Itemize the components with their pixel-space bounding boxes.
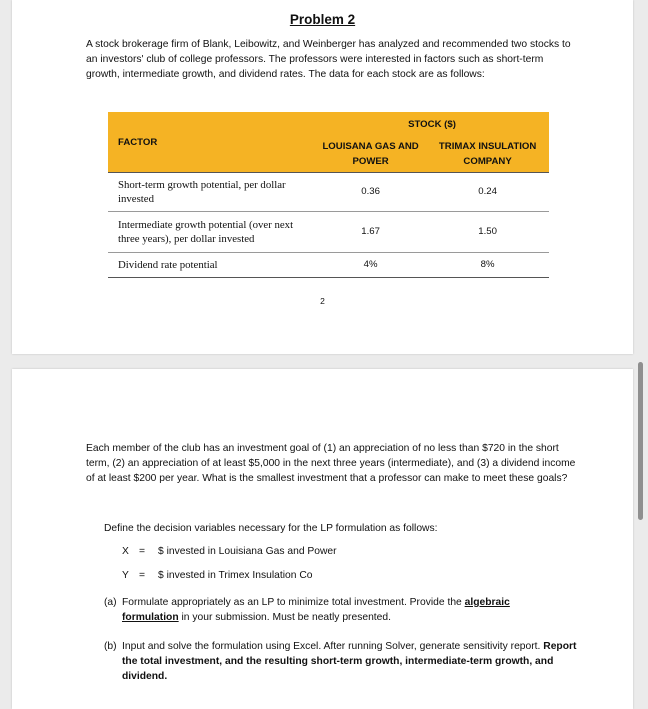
value-cell: 0.24 — [426, 173, 549, 212]
value-cell: 1.67 — [315, 212, 426, 253]
page-number: 2 — [320, 296, 325, 306]
question-b-text-part1: Input and solve the formulation using Excel. After running Solver, generate sensitivity report. — [122, 641, 544, 652]
table-row — [108, 173, 549, 212]
variable-description: $ invested in Louisiana Gas and Power — [158, 546, 337, 557]
page-title: Problem 2 — [289, 12, 356, 27]
stock-group-header: STOCK ($) — [315, 112, 549, 136]
scrollbar[interactable] — [638, 362, 643, 520]
equals-sign: = — [139, 570, 146, 581]
factor-cell: Short-term growth potential, per dollar invested — [108, 173, 315, 212]
question-label: (b) — [104, 641, 117, 652]
variable-symbol: X — [122, 546, 129, 557]
factor-cell: Dividend rate potential — [108, 253, 315, 278]
factor-cell: Intermediate growth potential (over next three years), per dollar invested — [108, 212, 315, 253]
report-instruction: Report the total investment, and the resulting short-term growth, intermediate-term growth, and dividend. — [122, 641, 577, 683]
goals-paragraph: Each member of the club has an investment goal of (1) an appreciation of no less than $720 in the short term, (2) an appreciation of at least $5,000 in the next three years (intermediate), and (3) a dividend income of at least $200 per year. What is the smallest investment that a professor can make to meet these goals? — [86, 443, 576, 485]
column-header-louisiana: LOUISANA GAS AND POWER — [315, 136, 426, 173]
variable-symbol: Y — [122, 570, 129, 581]
value-cell: 4% — [315, 253, 426, 278]
value-cell: 0.36 — [315, 173, 426, 212]
column-header-trimax: TRIMAX INSULATION COMPANY — [426, 136, 549, 173]
factor-header: FACTOR — [108, 112, 315, 173]
question-a-text-part2: in your submission. Must be neatly presented. — [178, 612, 391, 624]
define-variables-text: Define the decision variables necessary for the LP formulation as follows: — [104, 523, 438, 534]
formulation-emphasis: formulation — [122, 612, 179, 624]
question-a-text — [122, 595, 580, 625]
variable-description: $ invested in Trimex Insulation Co — [158, 570, 313, 581]
question-b-text — [122, 639, 580, 685]
table-row — [108, 212, 549, 253]
question-label: (a) — [104, 597, 117, 608]
value-cell: 1.50 — [426, 212, 549, 253]
document-page-1 — [12, 0, 633, 354]
value-cell: 8% — [426, 253, 549, 278]
algebraic-emphasis: algebraic — [464, 597, 510, 608]
stock-data-table — [108, 112, 549, 278]
document-page-2 — [12, 369, 633, 709]
equals-sign: = — [139, 546, 146, 557]
question-a-text-part1: Formulate appropriately as an LP to minimize total investment. Provide the — [122, 597, 465, 608]
intro-paragraph: A stock brokerage firm of Blank, Leibowitz, and Weinberger has analyzed and recommended two stocks to an investors' club of college professors. The professors were interested in factors such as short-term growth, intermediate growth, and dividend rates. The data for each stock are as follows: — [86, 39, 571, 81]
table-row — [108, 253, 549, 278]
